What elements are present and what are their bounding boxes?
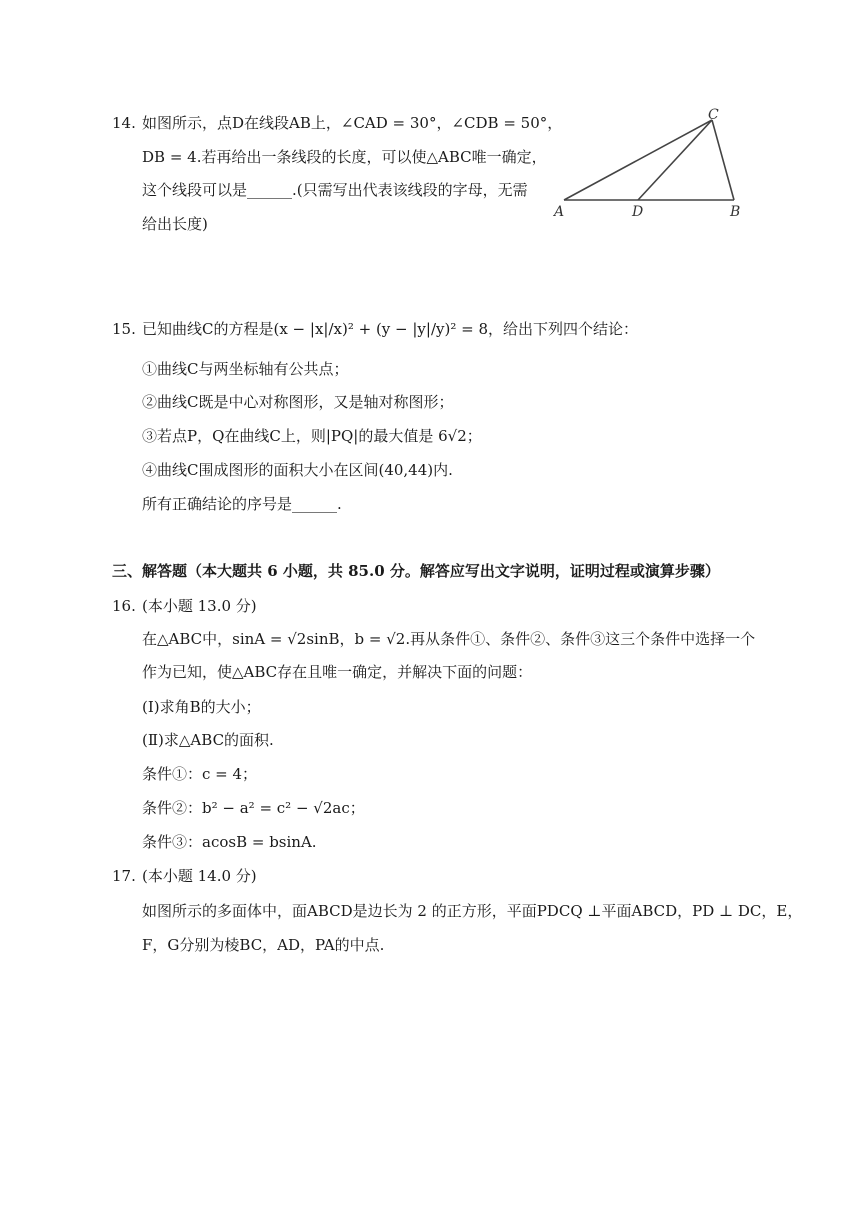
label-A: A	[554, 204, 565, 220]
q15-item-3: ③若点P，Q在曲线C上，则|PQ|的最大值是 6√2；	[142, 427, 482, 445]
q16-condition-1: 条件①：c = 4；	[142, 765, 258, 783]
q16-score: (本小题 13.0 分)	[142, 597, 257, 615]
q15-item-2: ②曲线C既是中心对称图形，又是轴对称图形；	[142, 393, 454, 411]
q17-score: (本小题 14.0 分)	[142, 867, 257, 885]
q14-line-2: DB = 4.若再给出一条线段的长度，可以使△ABC唯一确定，	[142, 148, 547, 166]
q16-line-2: 作为已知，使△ABC存在且唯一确定，并解决下面的问题：	[142, 663, 533, 681]
q16-condition-2: 条件②：b² − a² = c² − √2ac；	[142, 799, 365, 817]
q16-part-1: (Ⅰ)求角B的大小；	[142, 698, 261, 716]
q15-item-4: ④曲线C围成图形的面积大小在区间(40,44)内.	[142, 461, 453, 479]
q15-stem: 已知曲线C的方程是(x − |x|/x)² + (y − |y|/y)² = 8，给出下列四个结论：	[142, 320, 638, 338]
q16-condition-3: 条件③：acosB = bsinA.	[142, 833, 317, 851]
q16-number: 16.	[112, 597, 136, 615]
section-3-heading: 三、解答题（本大题共 6 小题，共 85.0 分。解答应写出文字说明，证明过程或演算步骤）	[112, 562, 720, 580]
q14-line-3: 这个线段可以是______.(只需写出代表该线段的字母，无需	[142, 181, 528, 199]
q17-line-1: 如图所示的多面体中，面ABCD是边长为 2 的正方形，平面PDCQ ⊥平面ABCD，PD ⊥ DC，E，	[142, 902, 803, 920]
label-C: C	[708, 108, 719, 123]
q14-triangle-figure	[550, 108, 760, 220]
q15-number: 15.	[112, 320, 136, 338]
q14-line-4: 给出长度)	[142, 215, 208, 233]
q15-item-1: ①曲线C与两坐标轴有公共点；	[142, 360, 349, 378]
label-D: D	[632, 204, 644, 220]
label-B: B	[730, 204, 741, 220]
q14-line-1: 如图所示，点D在线段AB上，∠CAD = 30°，∠CDB = 50°，	[142, 114, 563, 132]
segment-CB	[712, 120, 734, 200]
q17-number: 17.	[112, 867, 136, 885]
q14-number: 14.	[112, 114, 136, 132]
segment-DC	[638, 120, 712, 200]
segment-AC	[564, 120, 712, 200]
q16-part-2: (Ⅱ)求△ABC的面积.	[142, 731, 274, 749]
q17-line-2: F，G分别为棱BC，AD，PA的中点.	[142, 936, 385, 954]
q16-line-1: 在△ABC中，sinA = √2sinB，b = √2.再从条件①、条件②、条件③这三个条件中选择一个	[142, 630, 756, 648]
q15-prompt: 所有正确结论的序号是______.	[142, 495, 342, 513]
